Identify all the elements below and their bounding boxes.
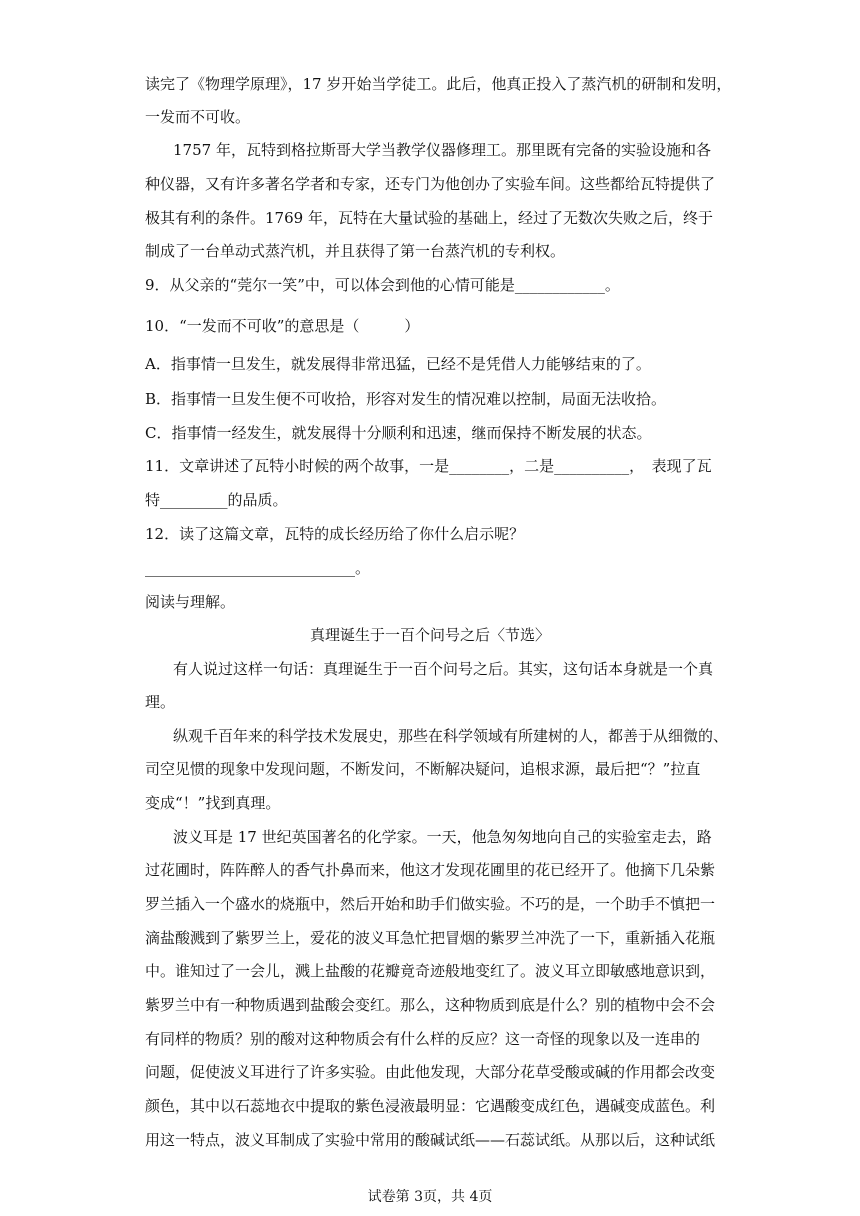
passage-line: 极其有利的条件。1769 年，瓦特在大量试验的基础上，经过了无数次失败之后，终于 (145, 209, 713, 227)
answer-blank: ____________________________。 (145, 559, 371, 577)
option-b: B．指事情一旦发生便不可收拾，形容对发生的情况难以控制，局面无法收拾。 (145, 390, 667, 408)
question-10: 10．“一发而不可收”的意思是（ ） (145, 317, 420, 335)
section-heading: 阅读与理解。 (145, 593, 236, 611)
option-c: C．指事情一经发生，就发展得十分顺利和迅速，继而保持不断发展的状态。 (145, 424, 652, 442)
article-line: 问题，促使波义耳进行了许多实验。由此他发现，大部分花草受酸或碱的作用都会改变 (145, 1063, 716, 1081)
question-11: 11．文章讲述了瓦特小时候的两个故事，一是________，二是__________， 表现了瓦 (145, 457, 712, 475)
article-line: 罗兰插入一个盛水的烧瓶中，然后开始和助手们做实验。不巧的是，一个助手不慎把一 (145, 895, 716, 913)
passage-line: 制成了一台单动式蒸汽机，并且获得了第一台蒸汽机的专利权。 (145, 242, 566, 260)
question-11-cont: 特_________的品质。 (145, 491, 288, 509)
article-line: 紫罗兰中有一种物质遇到盐酸会变红。那么，这种物质到底是什么？别的植物中会不会 (145, 996, 716, 1014)
article-line: 司空见惯的现象中发现问题，不断发问，不断解决疑问，追根求源，最后把“？”拉直 (145, 760, 701, 778)
article-line: 中。谁知过了一会儿，溅上盐酸的花瓣竟奇迹般地变红了。波义耳立即敏感地意识到， (145, 962, 716, 980)
article-line: 纵观千百年来的科学技术发展史，那些在科学领域有所建树的人，都善于从细微的、 (173, 727, 729, 745)
page-footer: 试卷第 3页，共 4页 (367, 1189, 493, 1205)
article-line: 波义耳是 17 世纪英国著名的化学家。一天，他急匆匆地向自己的实验室走去，路 (173, 828, 712, 846)
option-a: A．指事情一旦发生，就发展得非常迅猛，已经不是凭借人力能够结束的了。 (145, 355, 651, 373)
passage-line: 读完了《物理学原理》，17 岁开始当学徒工。此后，他真正投入了蒸汽机的研制和发明， (145, 75, 732, 93)
article-line: 有人说过这样一句话：真理诞生于一百个问号之后。其实，这句话本身就是一个真 (173, 660, 714, 678)
article-line: 有同样的物质？别的酸对这种物质会有什么样的反应？这一奇怪的现象以及一连串的 (145, 1030, 701, 1048)
question-9: 9．从父亲的“莞尔一笑”中，可以体会到他的心情可能是____________。 (145, 276, 620, 294)
article-line: 颜色，其中以石蕊地衣中提取的紫色浸液最明显：它遇酸变成红色，遇碱变成蓝色。利 (145, 1097, 716, 1115)
passage-line: 一发而不可收。 (145, 108, 251, 126)
passage-line: 1757 年，瓦特到格拉斯哥大学当教学仪器修理工。那里既有完备的实验设施和各 (173, 141, 711, 159)
article-line: 用这一特点，波义耳制成了实验中常用的酸碱试纸——石蕊试纸。从那以后，这种试纸 (145, 1131, 716, 1149)
article-line: 过花圃时，阵阵醉人的香气扑鼻而来，他这才发现花圃里的花已经开了。他摘下几朵紫 (145, 861, 716, 879)
passage-line: 种仪器，又有许多著名学者和专家，还专门为他创办了实验车间。这些都给瓦特提供了 (145, 175, 716, 193)
question-12: 12．读了这篇文章，瓦特的成长经历给了你什么启示呢？ (145, 525, 525, 543)
article-line: 理。 (145, 693, 176, 711)
article-line: 变成“！”找到真理。 (145, 794, 281, 812)
article-line: 滴盐酸溅到了紫罗兰上，爱花的波义耳急忙把冒烟的紫罗兰冲洗了一下，重新插入花瓶 (145, 929, 716, 947)
article-title: 真理诞生于一百个问号之后〈节选〉 (309, 626, 550, 644)
